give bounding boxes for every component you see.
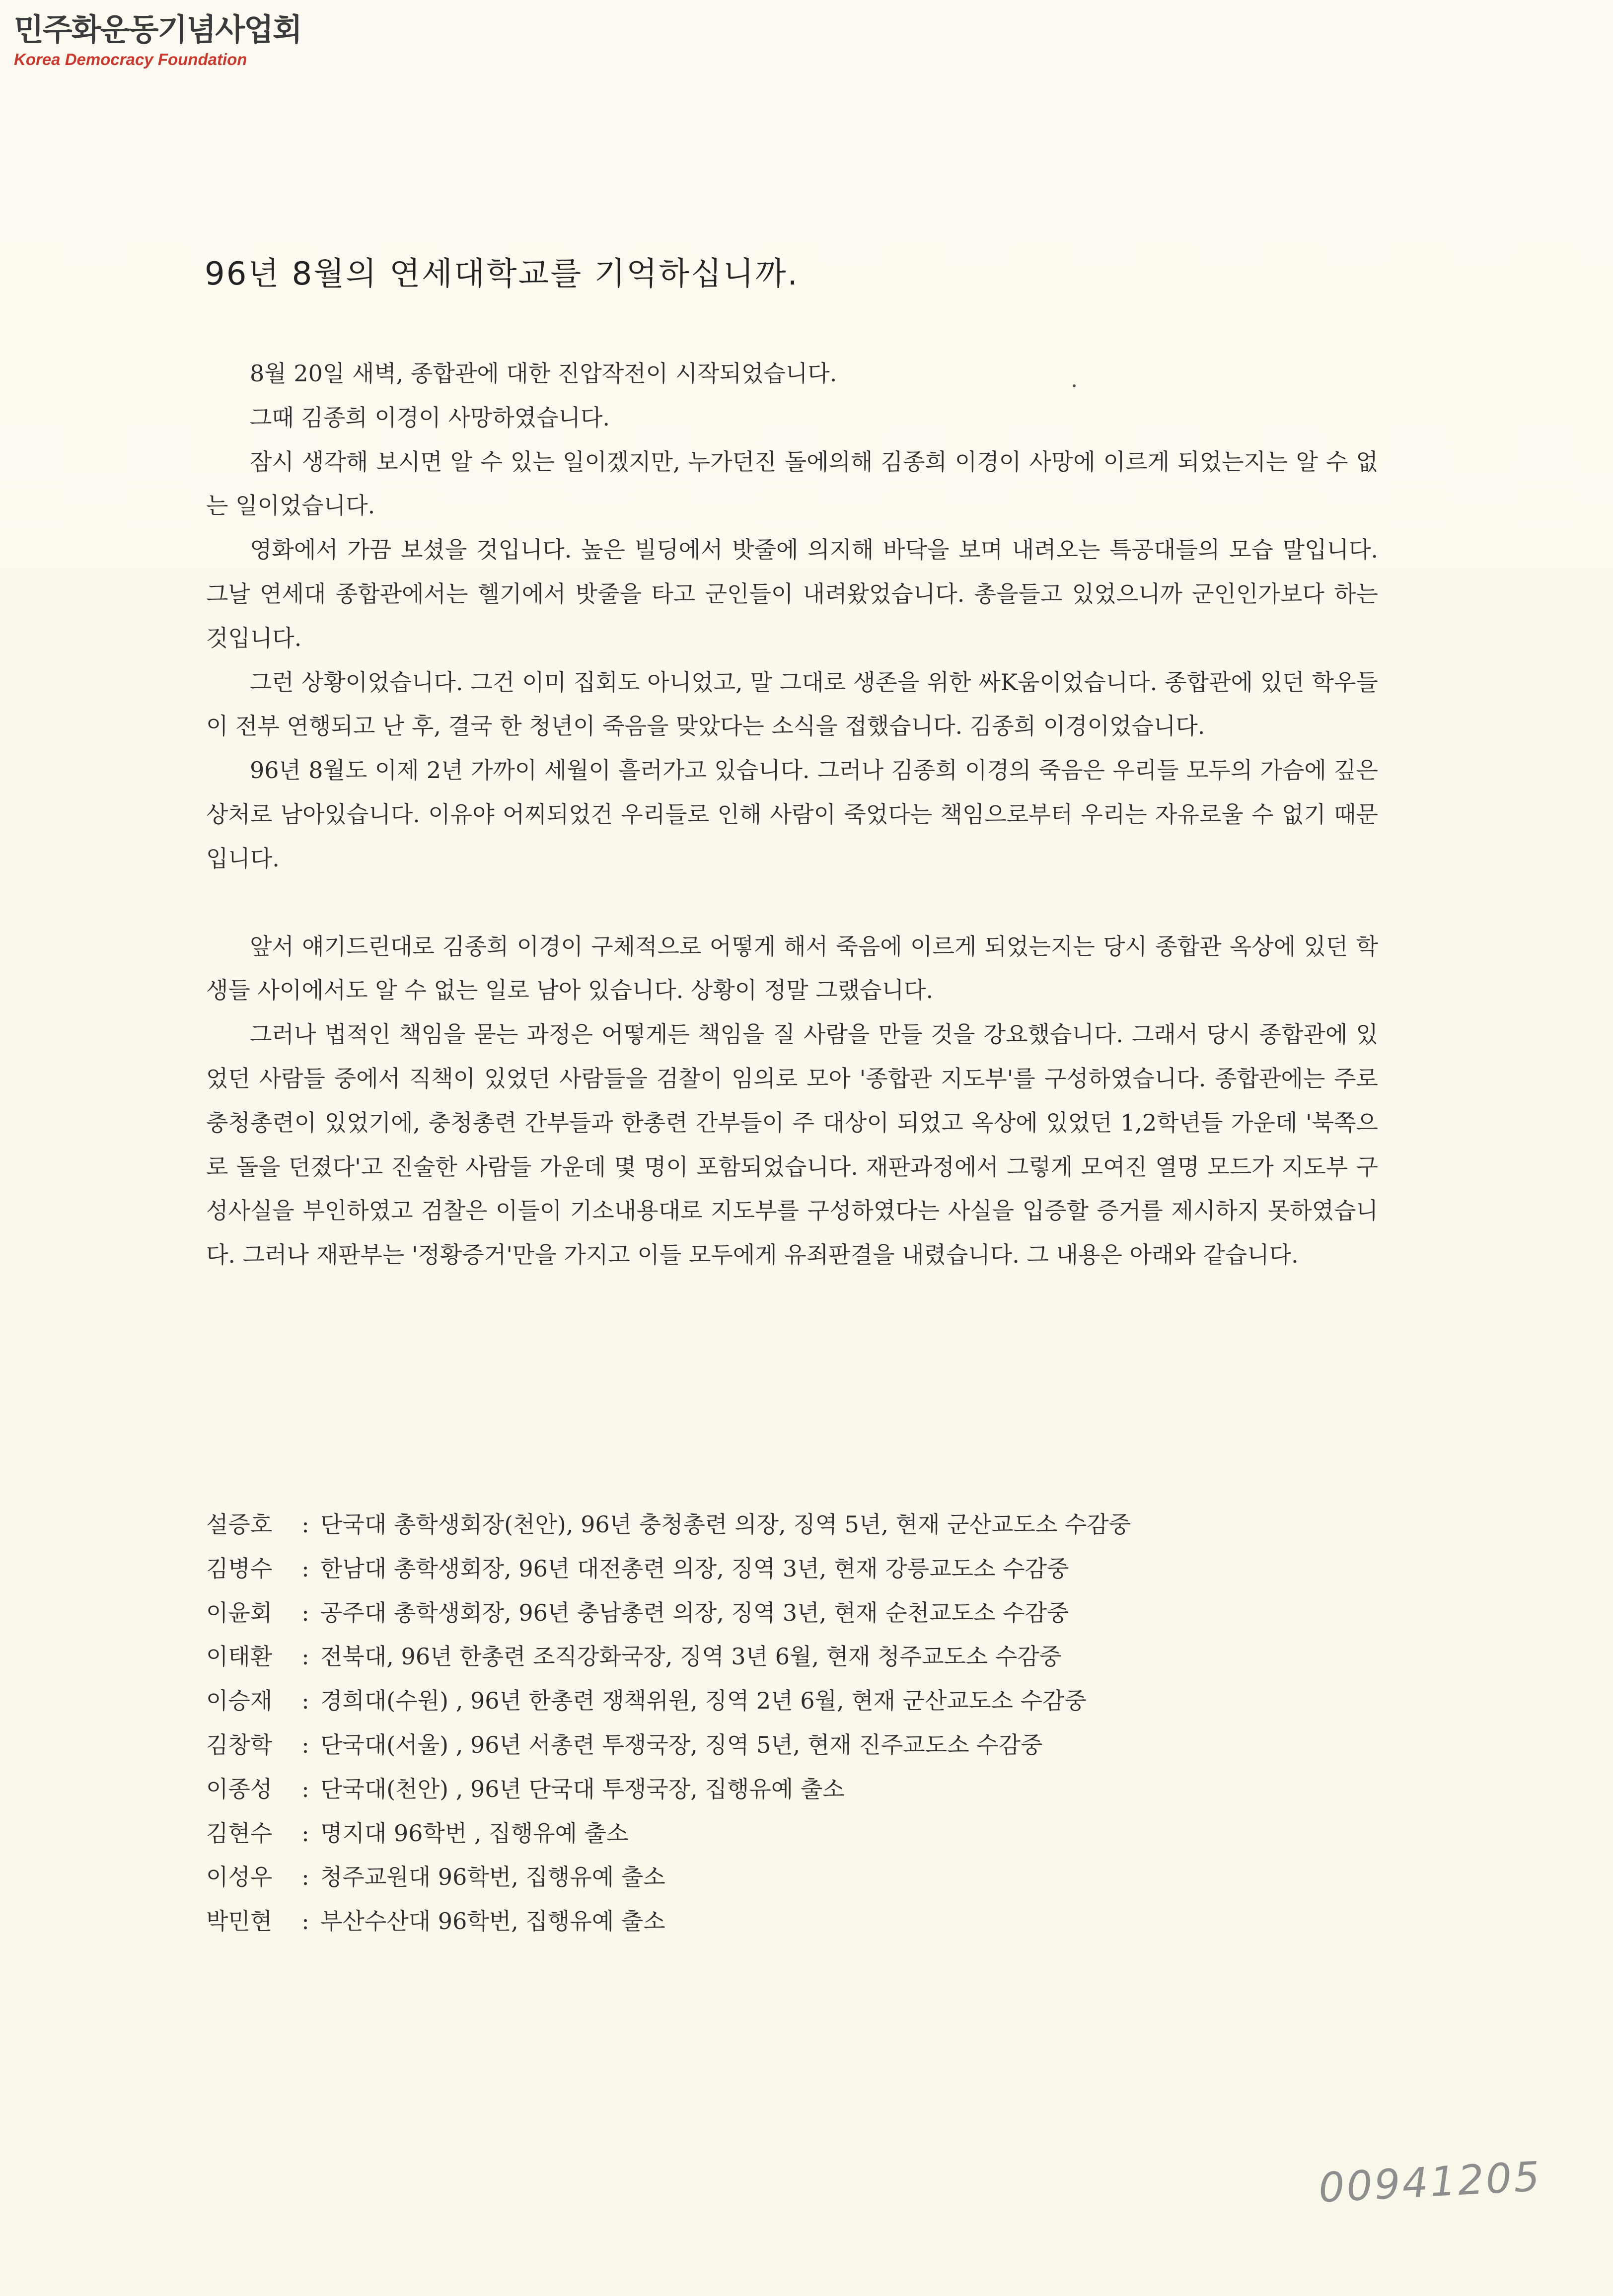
roster-name: 김창학 (206, 1731, 273, 1758)
roster-separator: : (301, 1775, 309, 1802)
roster-separator: : (301, 1555, 309, 1582)
roster-separator: : (301, 1864, 309, 1891)
defendant-roster (206, 1503, 1398, 1943)
roster-row (206, 1679, 1398, 1723)
roster-name: 김병수 (206, 1555, 273, 1582)
roster-name: 이윤회 (206, 1599, 273, 1626)
roster-name: 이승재 (206, 1687, 273, 1715)
roster-row (206, 1899, 1398, 1943)
roster-detail: 전북대, 96년 한총련 조직강화국장, 징역 3년 6월, 현재 청주교도소 수감중 (320, 1643, 1062, 1670)
roster-detail: 경희대(수원) , 96년 한총련 쟁책위원, 징역 2년 6월, 현재 군산교도소 수감중 (320, 1687, 1087, 1715)
paragraph: 그런 상황이었습니다. 그건 이미 집회도 아니었고, 말 그대로 생존을 위한 싸K움이었습니다. 종합관에 있던 학우들이 전부 연행되고 난 후, 결국 한 청년이 죽음을 맞았다는 소식을 접했습니다. 김종희 이경이었습니다. (206, 668, 1378, 740)
roster-row (206, 1811, 1398, 1856)
roster-detail: 부산수산대 96학번, 집행유예 출소 (320, 1908, 665, 1935)
paragraph: 그러나 법적인 책임을 묻는 과정은 어떻게든 책임을 질 사람을 만들 것을 강요했습니다. 그래서 당시 종합관에 있었던 사람들 중에서 직책이 있었던 사람들을 검찰이 임의로 모아 '종합관 지도부'를 구성하였습니다. 종합관에는 주로 충청총련이 있었기에, 충청총련 간부들과 한총련 간부들이 주 대상이 되었고 옥상에 있었던 1,2학년들 가운데 '북쪽으로 돌을 던졌다'고 진술한 사람들 가운데 몇 명이 포함되었습니다. 재판과정에서 그렇게 모여진 열명 모드가 지도부 구성사실을 부인하였고 검찰은 이들이 기소내용대로 지도부를 구성하였다는 사실을 입증할 증거를 제시하지 못하였습니다. 그러나 재판부는 '정황증거'만을 가지고 이들 모두에게 유죄판결을 내렸습니다. 그 내용은 아래와 같습니다. (206, 1021, 1378, 1269)
roster-detail: 청주교원대 96학번, 집행유예 출소 (320, 1864, 665, 1891)
paragraph: 96년 8월도 이제 2년 가까이 세월이 흘러가고 있습니다. 그러나 김종희 이경의 죽음은 우리들 모두의 가슴에 깊은 상처로 남아있습니다. 이유야 어찌되었건 우리들로 인해 사람이 죽었다는 책임으로부터 우리는 자유로울 수 없기 때문입니다. (206, 757, 1378, 872)
roster-row (206, 1503, 1398, 1547)
roster-separator: : (301, 1687, 309, 1715)
roster-detail: 단국대(서울) , 96년 서총련 투쟁국장, 징역 5년, 현재 진주교도소 수감중 (320, 1731, 1043, 1758)
roster-name: 이성우 (206, 1864, 273, 1891)
roster-separator: : (301, 1643, 309, 1670)
roster-row (206, 1635, 1398, 1679)
document-body (206, 352, 1378, 1277)
logo-english-text: Korea Democracy Foundation (14, 50, 247, 69)
roster-name: 이태환 (206, 1643, 273, 1670)
roster-detail: 공주대 총학생회장, 96년 충남총련 의장, 징역 3년, 현재 순천교도소 수감중 (320, 1599, 1069, 1626)
roster-row (206, 1547, 1398, 1591)
roster-detail: 단국대(천안) , 96년 단국대 투쟁국장, 집행유예 출소 (320, 1775, 845, 1802)
paragraph: 앞서 얘기드린대로 김종희 이경이 구체적으로 어떻게 해서 죽음에 이르게 되었는지는 당시 종합관 옥상에 있던 학생들 사이에서도 알 수 없는 일로 남아 있습니다. 상황이 정말 그랬습니다. (206, 933, 1378, 1004)
roster-separator: : (301, 1511, 309, 1538)
paragraph: 8월 20일 새벽, 종합관에 대한 진압작전이 시작되었습니다. (250, 360, 837, 387)
foundation-logo (14, 10, 322, 70)
roster-name: 김현수 (206, 1819, 273, 1847)
roster-name: 설증호 (206, 1511, 273, 1538)
archive-number: 00941205 (1317, 2153, 1543, 2212)
roster-name: 박민현 (206, 1908, 273, 1935)
roster-row (206, 1855, 1398, 1899)
document-title: 96년 8월의 연세대학교를 기억하십니까. (205, 256, 799, 292)
roster-separator: : (301, 1731, 309, 1758)
logo-korean-text: 민주화운동기념사업회 (14, 11, 301, 48)
roster-row (206, 1767, 1398, 1811)
roster-detail: 명지대 96학번 , 집행유예 출소 (320, 1819, 629, 1847)
roster-separator: : (301, 1908, 309, 1935)
roster-separator: : (301, 1819, 309, 1847)
roster-detail: 단국대 총학생회장(천안), 96년 충청총련 의장, 징역 5년, 현재 군산교도소 수감중 (320, 1511, 1131, 1538)
roster-row (206, 1591, 1398, 1635)
paragraph: 영화에서 가끔 보셨을 것입니다. 높은 빌딩에서 밧줄에 의지해 바닥을 보며 내려오는 특공대들의 모습 말입니다. 그날 연세대 종합관에서는 헬기에서 밧줄을 타고 군인들이 내려왔었습니다. 총을들고 있었으니까 군인인가보다 하는 것입니다. (206, 536, 1378, 651)
scan-speck (1073, 384, 1076, 387)
roster-detail: 한남대 총학생회장, 96년 대전총련 의장, 징역 3년, 현재 강릉교도소 수감중 (320, 1555, 1069, 1582)
roster-separator: : (301, 1599, 309, 1626)
paragraph: 잠시 생각해 보시면 알 수 있는 일이겠지만, 누가던진 돌에의해 김종희 이경이 사망에 이르게 되었는지는 알 수 없는 일이었습니다. (206, 448, 1378, 519)
roster-name: 이종성 (206, 1775, 273, 1802)
roster-row (206, 1723, 1398, 1767)
paragraph: 그때 김종희 이경이 사망하였습니다. (250, 404, 610, 431)
